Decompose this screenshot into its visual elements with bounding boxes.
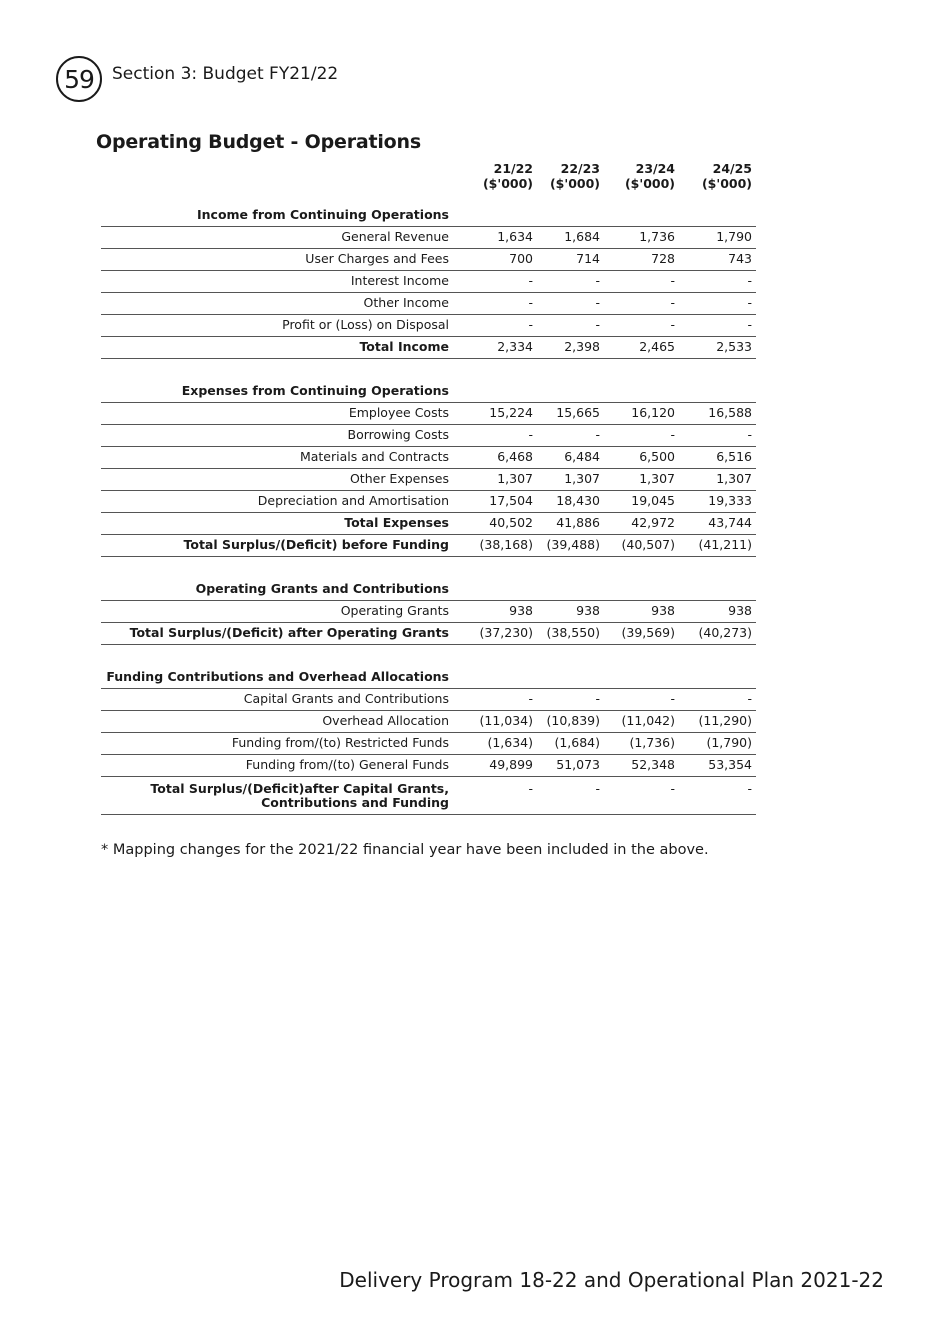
row-label-text: Employee Costs <box>348 405 449 420</box>
total-row <box>101 512 756 534</box>
value-cell: 1,634 <box>497 229 533 244</box>
row-label <box>101 292 451 314</box>
value-cell: (41,211) <box>698 537 752 552</box>
footnote: * Mapping changes for the 2021/22 financial year have been included in the above. <box>101 842 709 858</box>
table-row <box>101 468 756 490</box>
value-cell: 16,120 <box>631 405 675 420</box>
row-label <box>101 424 451 446</box>
row-label <box>101 622 451 644</box>
value-cell: 938 <box>576 603 600 618</box>
value-cell: 2,398 <box>564 339 600 354</box>
value-cell: - <box>747 691 752 706</box>
row-label <box>101 446 451 468</box>
row-label-text: Total Income <box>359 339 449 354</box>
row-label <box>101 710 451 732</box>
value-cell: 728 <box>651 251 675 266</box>
value-cell: 52,348 <box>631 757 675 772</box>
row-label <box>101 314 451 336</box>
value-cell: - <box>528 427 533 442</box>
column-unit: ($'000) <box>624 176 675 191</box>
row-label <box>101 490 451 512</box>
value-cell: 17,504 <box>489 493 533 508</box>
empty-cell <box>604 203 679 226</box>
value-cell: 2,465 <box>639 339 675 354</box>
value-cell: (1,736) <box>629 735 675 750</box>
value-cell: (11,290) <box>698 713 752 728</box>
column-header <box>679 161 756 203</box>
value-cell: - <box>747 273 752 288</box>
row-label <box>101 226 451 248</box>
row-label-text: Total Expenses <box>344 515 449 530</box>
value-cell: - <box>747 295 752 310</box>
value-cell: - <box>595 427 600 442</box>
value-cell: (37,230) <box>479 625 533 640</box>
value-cell: 938 <box>728 603 752 618</box>
value-cell: (40,507) <box>621 537 675 552</box>
value-cell: 19,333 <box>708 493 752 508</box>
column-year: 23/24 <box>635 161 675 176</box>
value-cell: 40,502 <box>489 515 533 530</box>
row-label-text: Total Surplus/(Deficit)after Capital Grants, <box>150 780 449 796</box>
column-year: 22/23 <box>560 161 600 176</box>
table-row <box>101 424 756 446</box>
section-label: Income from Continuing Operations <box>196 206 449 222</box>
value-cell: - <box>595 273 600 288</box>
value-cell: 53,354 <box>708 757 752 772</box>
section-header-row <box>101 556 756 600</box>
table-row <box>101 292 756 314</box>
table-row <box>101 710 756 732</box>
empty-cell <box>537 358 604 402</box>
total-row <box>101 776 756 814</box>
column-header <box>604 161 679 203</box>
row-label <box>101 688 451 710</box>
table-row <box>101 314 756 336</box>
row-label <box>101 468 451 490</box>
row-label-text: Total Surplus/(Deficit) after Operating Grants <box>129 625 449 640</box>
column-header <box>451 161 537 203</box>
value-cell: 49,899 <box>489 757 533 772</box>
table-row <box>101 490 756 512</box>
value-cell: (38,550) <box>546 625 600 640</box>
value-cell: 15,665 <box>556 405 600 420</box>
value-cell: 1,790 <box>716 229 752 244</box>
value-cell: 15,224 <box>489 405 533 420</box>
row-label-text: Total Surplus/(Deficit) before Funding <box>183 537 449 552</box>
section-label: Funding Contributions and Overhead Allocations <box>106 668 449 684</box>
value-cell: - <box>747 317 752 332</box>
table-row <box>101 446 756 468</box>
value-cell: - <box>670 295 675 310</box>
value-cell: 1,307 <box>639 471 675 486</box>
column-year: 24/25 <box>712 161 752 176</box>
column-year: 21/22 <box>493 161 533 176</box>
header-label-cell <box>101 161 451 203</box>
value-cell: (38,168) <box>479 537 533 552</box>
row-label-text: Borrowing Costs <box>347 427 449 442</box>
empty-cell <box>537 556 604 600</box>
value-cell: 2,334 <box>497 339 533 354</box>
total-row <box>101 336 756 358</box>
value-cell: - <box>595 691 600 706</box>
operating-budget-table <box>101 161 756 815</box>
row-label-text: Interest Income <box>350 273 449 288</box>
value-cell: 51,073 <box>556 757 600 772</box>
value-cell: 6,468 <box>497 449 533 464</box>
empty-cell <box>679 203 756 226</box>
row-label-text: General Revenue <box>341 229 449 244</box>
table-row <box>101 732 756 754</box>
row-label <box>101 402 451 424</box>
empty-cell <box>679 556 756 600</box>
value-cell: 43,744 <box>708 515 752 530</box>
value-cell: 1,307 <box>564 471 600 486</box>
value-cell: (39,569) <box>621 625 675 640</box>
row-label-text: Overhead Allocation <box>322 713 449 728</box>
empty-cell <box>604 358 679 402</box>
table-body <box>101 203 756 814</box>
section-header-row <box>101 358 756 402</box>
row-label-text: Materials and Contracts <box>299 449 449 464</box>
value-cell: - <box>670 780 675 796</box>
value-cell: 700 <box>509 251 533 266</box>
empty-cell <box>451 556 537 600</box>
value-cell: - <box>595 780 600 796</box>
empty-cell <box>604 644 679 688</box>
section-label: Expenses from Continuing Operations <box>181 382 449 398</box>
row-label <box>101 754 451 776</box>
empty-cell <box>679 644 756 688</box>
value-cell: 19,045 <box>631 493 675 508</box>
table-header-row <box>101 161 756 203</box>
value-cell: - <box>747 427 752 442</box>
value-cell: 1,684 <box>564 229 600 244</box>
value-cell: - <box>670 273 675 288</box>
value-cell: - <box>747 780 752 796</box>
value-cell: (1,634) <box>487 735 533 750</box>
value-cell: (1,790) <box>706 735 752 750</box>
table-row <box>101 270 756 292</box>
value-cell: 1,307 <box>497 471 533 486</box>
value-cell: - <box>670 427 675 442</box>
row-label-text: Other Income <box>363 295 449 310</box>
value-cell: - <box>670 691 675 706</box>
value-cell: 1,736 <box>639 229 675 244</box>
value-cell: - <box>528 691 533 706</box>
empty-cell <box>604 556 679 600</box>
section-title: Section 3: Budget FY21/22 <box>112 64 339 84</box>
value-cell: - <box>528 780 533 796</box>
row-label-text: Funding from/(to) General Funds <box>245 757 449 772</box>
row-label-text: Depreciation and Amortisation <box>257 493 449 508</box>
value-cell: (10,839) <box>546 713 600 728</box>
empty-cell <box>451 203 537 226</box>
value-cell: 714 <box>576 251 600 266</box>
row-label <box>101 600 451 622</box>
section-label: Operating Grants and Contributions <box>195 580 449 596</box>
value-cell: 42,972 <box>631 515 675 530</box>
section-header-row <box>101 644 756 688</box>
column-unit: ($'000) <box>482 176 533 191</box>
value-cell: - <box>670 317 675 332</box>
row-label-text-line2: Contributions and Funding <box>261 794 449 810</box>
value-cell: 6,484 <box>564 449 600 464</box>
row-label-text: Capital Grants and Contributions <box>243 691 449 706</box>
row-label <box>101 248 451 270</box>
empty-cell <box>451 644 537 688</box>
row-label <box>101 270 451 292</box>
row-label-text: User Charges and Fees <box>305 251 449 266</box>
table-row <box>101 248 756 270</box>
row-label <box>101 732 451 754</box>
value-cell: (1,684) <box>554 735 600 750</box>
table-row <box>101 688 756 710</box>
value-cell: - <box>528 295 533 310</box>
value-cell: 16,588 <box>708 405 752 420</box>
empty-cell <box>537 203 604 226</box>
row-label <box>101 336 451 358</box>
table-row <box>101 226 756 248</box>
row-label-text: Profit or (Loss) on Disposal <box>282 317 449 332</box>
value-cell: - <box>595 295 600 310</box>
value-cell: 743 <box>728 251 752 266</box>
row-label <box>101 512 451 534</box>
row-label-text: Other Expenses <box>349 471 449 486</box>
row-label-text: Funding from/(to) Restricted Funds <box>231 735 449 750</box>
empty-cell <box>679 358 756 402</box>
value-cell: (40,273) <box>698 625 752 640</box>
value-cell: 6,516 <box>716 449 752 464</box>
row-label <box>101 534 451 556</box>
table-row <box>101 402 756 424</box>
total-row <box>101 534 756 556</box>
value-cell: 1,307 <box>716 471 752 486</box>
page-number-badge <box>56 56 102 102</box>
table-row <box>101 600 756 622</box>
total-row <box>101 622 756 644</box>
section-header-row <box>101 203 756 226</box>
operating-budget-table-container <box>101 161 756 815</box>
value-cell: (11,034) <box>479 713 533 728</box>
value-cell: - <box>595 317 600 332</box>
value-cell: (11,042) <box>621 713 675 728</box>
row-label <box>101 776 451 814</box>
value-cell: 938 <box>651 603 675 618</box>
value-cell: 938 <box>509 603 533 618</box>
page-title: Operating Budget - Operations <box>96 131 421 153</box>
value-cell: - <box>528 273 533 288</box>
value-cell: (39,488) <box>546 537 600 552</box>
value-cell: 41,886 <box>556 515 600 530</box>
value-cell: - <box>528 317 533 332</box>
value-cell: 6,500 <box>639 449 675 464</box>
column-header <box>537 161 604 203</box>
empty-cell <box>451 358 537 402</box>
value-cell: 18,430 <box>556 493 600 508</box>
page-number: 59 <box>64 64 94 94</box>
row-label-text: Operating Grants <box>340 603 449 618</box>
footer-title: Delivery Program 18-22 and Operational Plan 2021-22 <box>339 1268 884 1292</box>
value-cell: 2,533 <box>716 339 752 354</box>
table-row <box>101 754 756 776</box>
column-unit: ($'000) <box>701 176 752 191</box>
empty-cell <box>537 644 604 688</box>
column-unit: ($'000) <box>549 176 600 191</box>
